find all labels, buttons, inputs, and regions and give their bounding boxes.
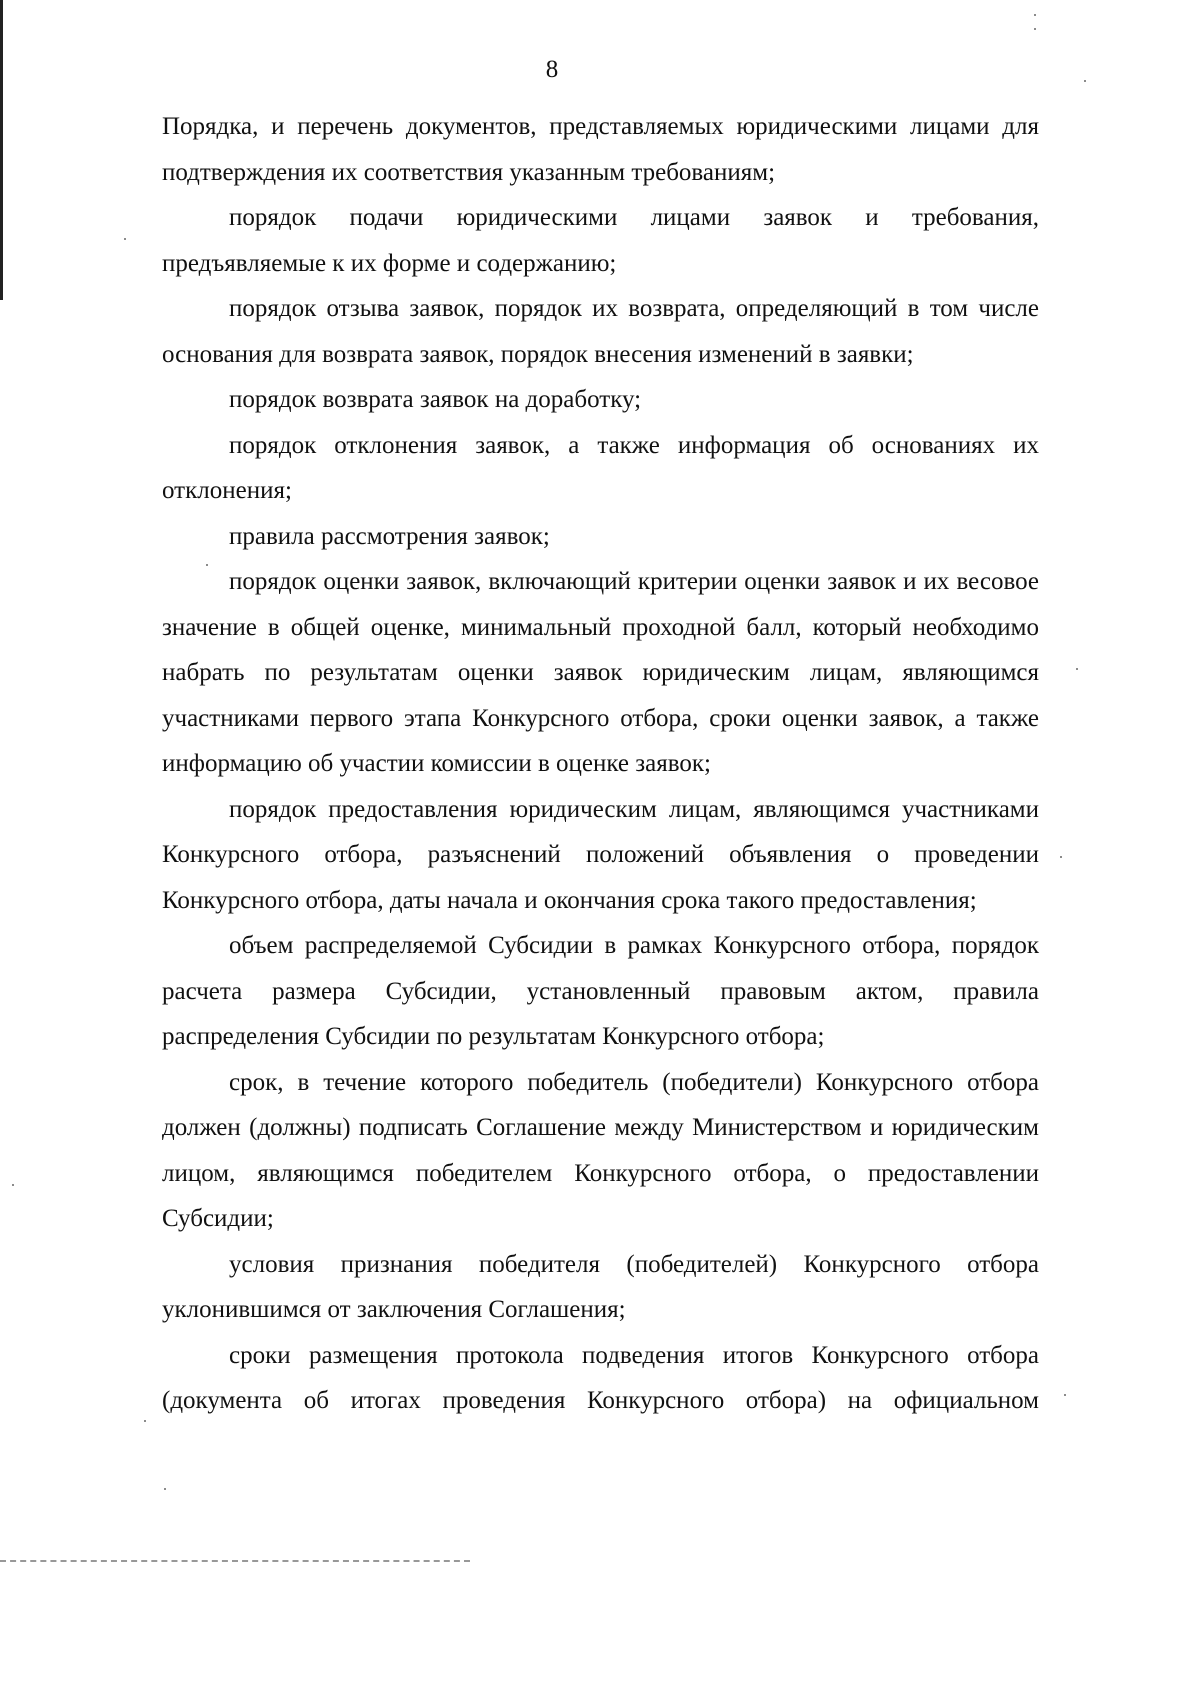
scan-speck	[1034, 28, 1036, 30]
paragraph-clarifications: порядок предоставления юридическим лицам, являющимся участниками Конкурсного отбора, разъяснений положений объявления о проведении Конкурсного отбора, даты начала и окончания срока такого предоставления;	[162, 795, 1039, 914]
paragraph-return-for-revision: порядок возврата заявок на доработку;	[229, 386, 642, 413]
paragraph-application-withdrawal: порядок отзыва заявок, порядок их возврата, определяющий в том числе основания для возврата заявок, порядок внесения изменений в заявки;	[162, 295, 1039, 368]
scan-speck	[1076, 668, 1078, 670]
scan-speck	[12, 1184, 14, 1186]
scan-speck	[206, 564, 208, 566]
scan-left-edge	[0, 0, 3, 300]
paragraph-application-rejection: порядок отклонения заявок, а также информация об основаниях их отклонения;	[162, 431, 1039, 504]
document-body	[162, 104, 1039, 1424]
scan-speck	[144, 1420, 146, 1422]
scan-speck	[1064, 1394, 1066, 1396]
paragraph-signing-deadline: срок, в течение которого победитель (победители) Конкурсного отбора должен (должны) подписать Соглашение между Министерством и юридическим лицом, являющимся победителем Конкурсного отбора, о предоставлении Субсидии;	[162, 1068, 1039, 1232]
paragraph-review-rules: правила рассмотрения заявок;	[229, 522, 550, 550]
scan-speck	[124, 238, 126, 240]
paragraph-protocol-publication: сроки размещения протокола подведения итогов Конкурсного отбора (документа об итогах проведения Конкурсного отбора) на официальном	[162, 1341, 1039, 1414]
paragraph-application-submission: порядок подачи юридическими лицами заявок и требования, предъявляемые к их форме и содержанию;	[162, 204, 1039, 277]
paragraph-evasion-conditions: условия признания победителя (победителей) Конкурсного отбора уклонившимся от заключения Соглашения;	[162, 1250, 1039, 1323]
paragraph-evaluation-procedure: порядок оценки заявок, включающий критерии оценки заявок и их весовое значение в общей оценке, минимальный проходной балл, который необходимо набрать по результатам оценки заявок юридическим лицам, являющимся участниками первого этапа Конкурсного отбора, сроки оценки заявок, а также информацию об участии комиссии в оценке заявок;	[162, 568, 1039, 777]
page-number: 8	[545, 56, 559, 83]
scan-speck	[164, 1488, 166, 1490]
scan-speck	[1060, 856, 1062, 858]
scan-speck	[1084, 80, 1086, 82]
scan-bottom-line	[0, 1560, 470, 1562]
paragraph-documents-list: Порядка, и перечень документов, представляемых юридическими лицами для подтверждения их соответствия указанным требованиям;	[162, 113, 1039, 186]
paragraph-subsidy-volume: объем распределяемой Субсидии в рамках Конкурсного отбора, порядок расчета размера Субсидии, установленный правовым актом, правила распределения Субсидии по результатам Конкурсного отбора;	[162, 932, 1039, 1050]
scan-speck	[1034, 14, 1036, 16]
